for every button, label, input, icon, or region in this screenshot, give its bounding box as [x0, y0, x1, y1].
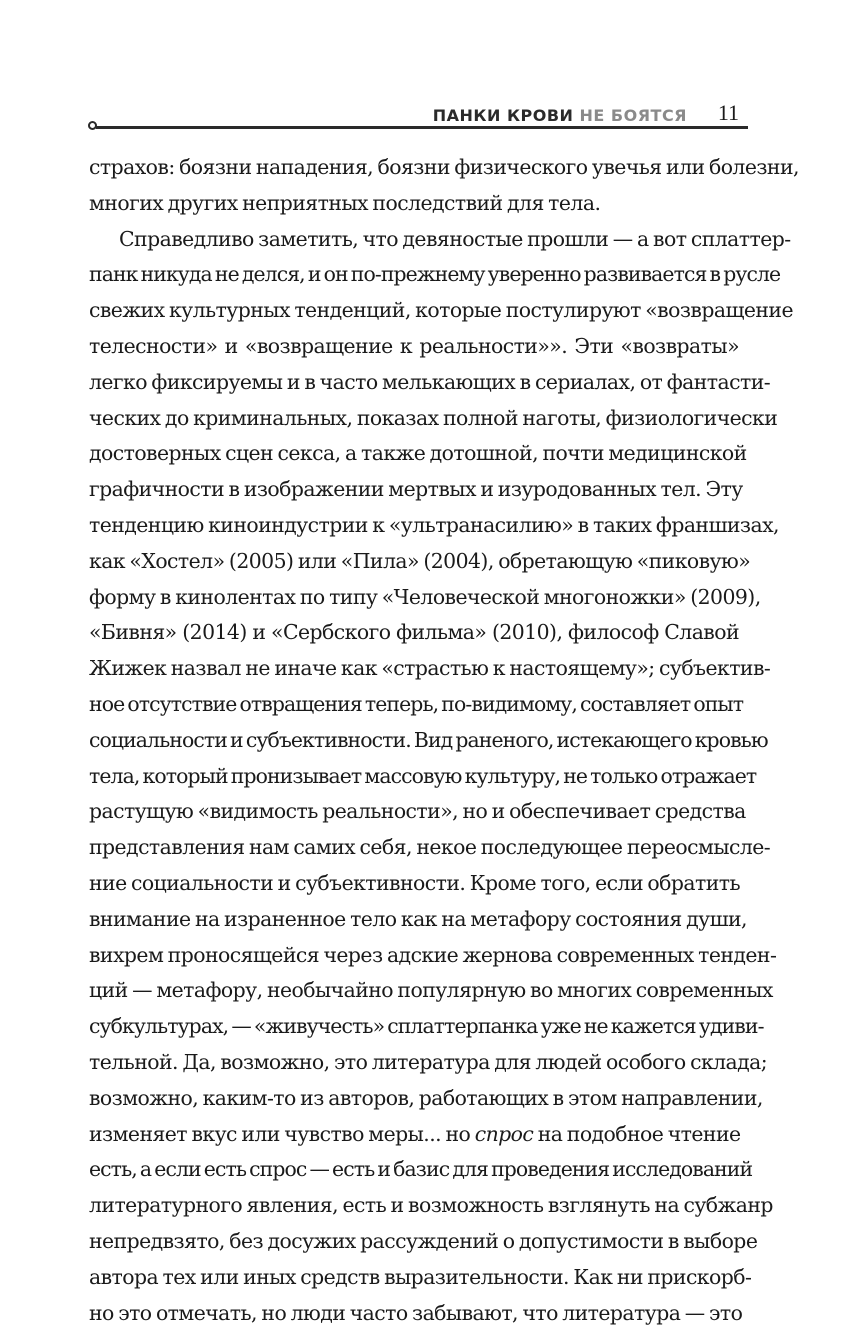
text-line: телесности» и «возвращение к реальности»». Эти «возвраты» — [89, 329, 739, 365]
text-line: ций — метафору, необычайно популярную во многих современных — [89, 973, 739, 1009]
text-line: как «Хостел» (2005) или «Пила» (2004), обретающую «пиковую» — [89, 544, 739, 580]
text-line: «Бивня» (2014) и «Сербского фильма» (2010), философ Славой — [89, 615, 739, 651]
emphasis-word: спрос — [475, 1122, 534, 1146]
text-line: страхов: боязни нападения, боязни физического увечья или болезни, — [89, 150, 739, 186]
text-line: достоверных сцен секса, а также дотошной, почти медицинской — [89, 436, 739, 472]
text-line: есть, а если есть спрос — есть и базис для проведения исследований — [89, 1152, 739, 1188]
text-line: легко фиксируемы и в часто мелькающих в сериалах, от фантасти- — [89, 365, 739, 401]
text-line: панк никуда не делся, и он по-прежнему уверенно развивается в русле — [89, 257, 739, 293]
running-title — [433, 106, 687, 125]
text-line: непредвзято, без досужих рассуждений о допустимости в выборе — [89, 1224, 739, 1260]
text-line: форму в кинолентах по типу «Человеческой многоножки» (2009), — [89, 580, 739, 616]
text-line: растущую «видимость реальности», но и обеспечивает средства — [89, 794, 739, 830]
text-line: графичности в изображении мертвых и изуродованных тел. Эту — [89, 472, 739, 508]
text-line: многих других неприятных последствий для тела. — [89, 186, 739, 222]
text-line: тела, который пронизывает массовую культуру, не только отражает — [89, 759, 739, 795]
text-line: тенденцию киноиндустрии к «ультранасилию» в таких франшизах, — [89, 508, 739, 544]
body-text — [89, 150, 739, 1200]
text-line: внимание на израненное тело как на метафору состояния души, — [89, 902, 739, 938]
page-number: 11 — [718, 100, 739, 126]
header-rule-dot-icon — [88, 121, 97, 130]
text-line: литературного явления, есть и возможность взглянуть на субжанр — [89, 1188, 739, 1224]
text-line: Жижек назвал не иначе как «страстью к настоящему»; субъектив- — [89, 651, 739, 687]
running-title-light: НЕ БОЯТСЯ — [580, 106, 687, 125]
text-line: тельной. Да, возможно, это литература для людей особого склада; — [89, 1045, 739, 1081]
line-suffix: на подобное чтение — [538, 1122, 741, 1146]
text-line: но это отмечать, но люди часто забывают, что литература — это — [89, 1296, 739, 1331]
running-header — [88, 96, 742, 136]
text-line: ние социальности и субъективности. Кроме того, если обратить — [89, 866, 739, 902]
text-line: автора тех или иных средств выразительности. Как ни прискорб- — [89, 1260, 739, 1296]
running-title-dark: ПАНКИ КРОВИ — [433, 106, 574, 125]
text-line: возможно, каким-то из авторов, работающих в этом направлении, — [89, 1081, 739, 1117]
text-line: субкультурах, — «живучесть» сплаттерпанка уже не кажется удиви- — [89, 1009, 739, 1045]
text-line: ческих до криминальных, показах полной наготы, физиологически — [89, 401, 739, 437]
text-line: ное отсутствие отвращения теперь, по-видимому, составляет опыт — [89, 687, 739, 723]
text-line: свежих культурных тенденций, которые постулируют «возвращение — [89, 293, 739, 329]
header-rule — [96, 126, 748, 129]
text-line: представления нам самих себя, некое последующее переосмысле- — [89, 830, 739, 866]
text-line-with-emphasis — [89, 1117, 739, 1153]
text-line: вихрем проносящейся через адские жернова современных тенден- — [89, 938, 739, 974]
text-line: Справедливо заметить, что девяностые прошли — а вот сплаттер- — [89, 222, 739, 258]
text-line: социальности и субъективности. Вид раненого, истекающего кровью — [89, 723, 739, 759]
line-prefix: изменяет вкус или чувство меры... но — [89, 1122, 470, 1146]
